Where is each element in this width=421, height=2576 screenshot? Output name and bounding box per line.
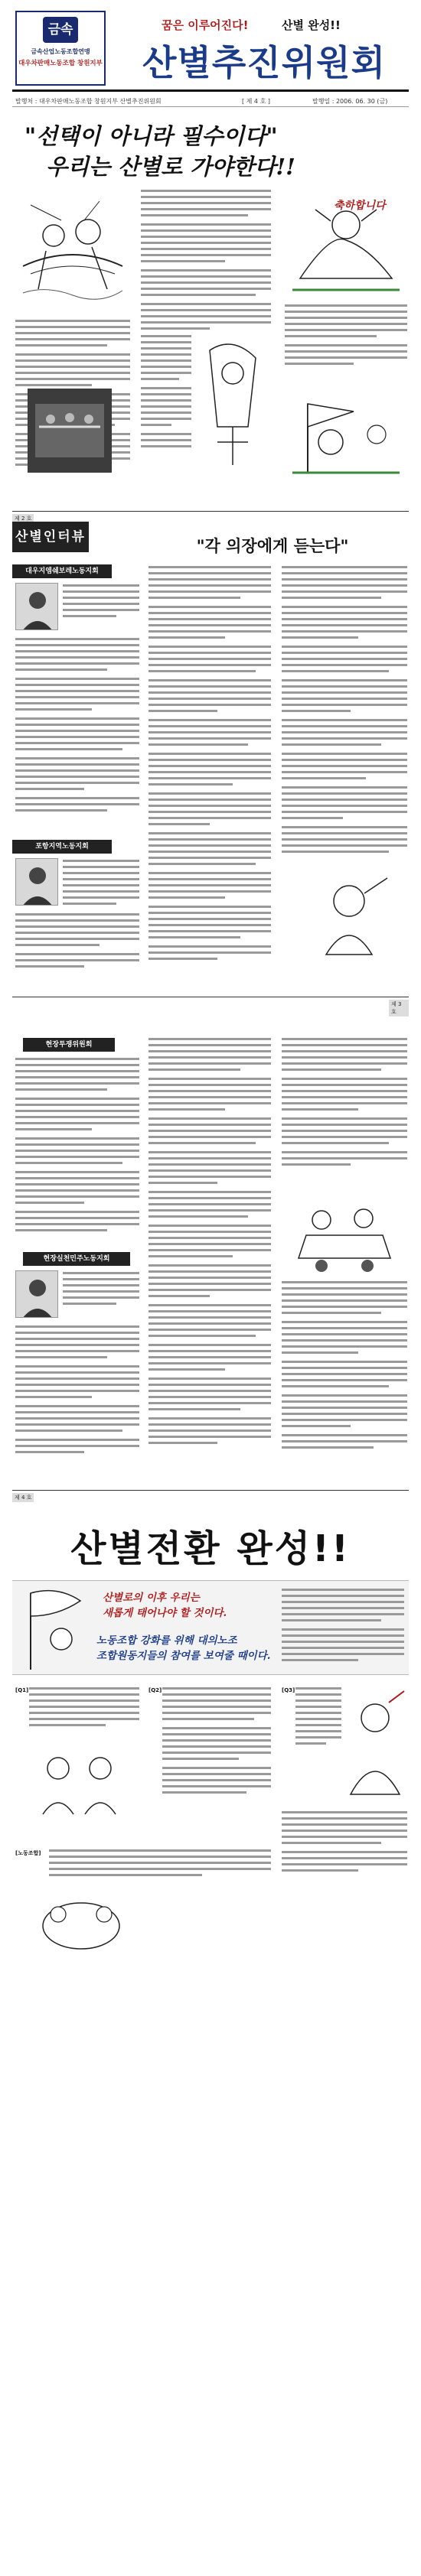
page1-col3-text	[285, 304, 421, 389]
banner-line-1: 산별로의 이후 우리는	[103, 1592, 200, 1604]
section-field-practice: 현장실천민주노동지회	[23, 1252, 130, 1266]
publish-date: 발행일 : 2006. 06. 30 (금)	[312, 98, 388, 105]
page-1	[12, 6, 409, 480]
section-field-struggle: 현장투쟁위원회	[23, 1038, 115, 1052]
interviewee-photo-2	[15, 858, 58, 906]
banner-text	[282, 1589, 421, 1668]
page-3	[12, 997, 409, 1471]
flag-cartoon	[285, 389, 407, 476]
flag-icon	[15, 1586, 92, 1671]
qa-3-cartoon	[343, 1687, 407, 1802]
qa-4-text	[49, 1849, 421, 1888]
qa-4-label: [노동조합]	[15, 1850, 41, 1856]
slogan-black: 산별 완성!!	[282, 18, 341, 32]
newsletter-title: 산별추진위원회	[142, 42, 387, 83]
page-2	[12, 511, 409, 977]
page-2-label: 제 2 호	[12, 514, 34, 523]
page-4-label: 제 4 호	[12, 1493, 34, 1502]
page2-headline: "각 의장에게 듣는다"	[196, 536, 349, 555]
qa-2-label: [Q2]	[148, 1687, 162, 1693]
qa-4-cartoon	[28, 1888, 135, 1964]
page2-cartoon	[311, 870, 395, 962]
publisher-info: 발행처 : 대우차판매노동조합 창원지부 산별추진위원회	[15, 98, 162, 105]
page4-banner	[12, 1580, 409, 1675]
page4-title: 산별전환 완성!!	[70, 1527, 351, 1570]
masthead	[12, 6, 409, 92]
banner-line-4: 조합원동지들의 참여를 보여줄 때이다.	[96, 1650, 271, 1662]
qa-3-label: [Q3]	[282, 1687, 295, 1693]
qa-1-cartoon	[28, 1738, 135, 1822]
issue-number: [ 제 4 호 ]	[242, 98, 270, 105]
interviewee-photo-1	[15, 583, 58, 630]
slogan-red: 꿈은 이루어진다!	[162, 18, 249, 32]
page3-cartoon	[291, 1189, 398, 1273]
page3-col3b-text	[282, 1281, 421, 1463]
rowing-cartoon-illustration	[15, 190, 130, 312]
interviewee-photo-3	[15, 1270, 58, 1318]
page1-headline	[24, 121, 407, 182]
cartoon-caption: 축하합니다	[334, 200, 386, 212]
qa-1-label: [Q1]	[15, 1687, 29, 1693]
logo-line-1: 금속산업노동조합연맹	[31, 48, 90, 55]
page-4	[12, 1490, 409, 2570]
masthead-info-bar	[12, 95, 409, 107]
interview-column-label: 산별인터뷰	[12, 522, 89, 552]
section-chevrolet-branch: 대우지엠쉐보레노동지회	[12, 564, 112, 578]
rowers-photo	[28, 389, 112, 473]
page3-col3-text	[282, 1038, 421, 1183]
banner-line-2: 새롭게 태어나야 할 것이다.	[103, 1607, 227, 1619]
union-logo	[15, 11, 106, 86]
headline-line-2: 우리는 산별로 가야한다!!	[46, 154, 295, 180]
headline-line-1: "선택이 아니라 필수이다"	[24, 123, 278, 149]
logo-mark: 금속	[43, 17, 78, 43]
banner-line-3: 노동조합 강화를 위해 대의노조	[96, 1634, 237, 1647]
section-pohang-branch: 포항지역노동지회	[12, 840, 112, 854]
page-3-label: 제 3 호	[389, 1000, 409, 1016]
logo-line-2: 대우차판매노동조합 창원지부	[18, 60, 103, 67]
